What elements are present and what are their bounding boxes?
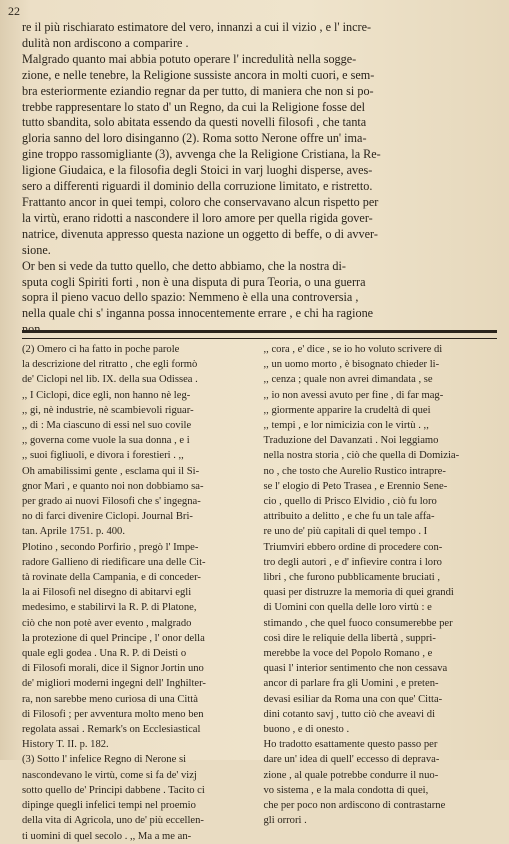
- footnote-line: ra, non sarebbe meno curiosa di una Città: [22, 693, 198, 705]
- footnote-line: gli orrori .: [263, 815, 307, 827]
- footnote-line: gnor Mari , e quanto noi non dobbiamo sa-: [22, 480, 204, 492]
- text-line: dulità non ardiscono a comparire .: [22, 35, 189, 50]
- footnote-line: che per poco non ardiscono di contrastarne: [263, 800, 446, 812]
- footnote-line: ,, giormente apparire la crudeltà di quei: [263, 404, 431, 416]
- text-line: zione, e nelle tenebre, la Religione sussiste ancora in molti cuori, e sem-: [22, 67, 375, 82]
- footnote-line: History T. II. p. 182.: [22, 739, 109, 751]
- footnote-line: ,, cora , e' dice , se io ho voluto scrivere di: [263, 344, 443, 355]
- text-line: sopra il pieno vacuo dello spazio: Nemmeno è ella una controversia ,: [22, 290, 359, 305]
- footnote-line: ,, io non avessi avuto per fine , di far mag-: [263, 389, 444, 401]
- footnote-line: dipinge quegli infelici tempi nel proemio: [22, 800, 196, 812]
- footnote-line: de' migliori moderni ingegni dell' Inghilter-: [22, 678, 206, 690]
- footnote-line: di Filosofi ; per avventura molto meno ben: [22, 708, 204, 720]
- footnote-line: stimando , che quel fuoco consumerebbe per: [263, 617, 453, 629]
- text-line: nella quale chi s' inganna possa innocentemente errare , e chi ha ragione: [22, 306, 374, 321]
- footnote-line: nascondevano le virtù, come si fa de' vizj: [22, 769, 197, 781]
- footnote-line: sotto quello de' Principi dabbene . Tacito ci: [22, 784, 205, 796]
- footnote-line: buono , e di onesto .: [263, 724, 350, 736]
- footnote-line: medesimo, e stabilirvi la R. P. di Platone,: [22, 602, 197, 614]
- footnote-line: attribuito a delitto , e che fu un tale affa-: [263, 511, 435, 523]
- footnotes-right-column: [263, 342, 498, 827]
- footnote-line: vo sistema , e la mala condotta di quei,: [263, 784, 429, 796]
- footnote-line: ,, gi, nè industrie, nè scambievoli riguar-: [22, 404, 194, 416]
- text-line: la virtù, erano ridotti a nascondere il loro amore per quella rigida gover-: [22, 210, 373, 225]
- footnote-line: de' Ciclopi nel lib. IX. della sua Odissea .: [22, 374, 198, 386]
- footnotes-left-column: [22, 342, 256, 842]
- footnote-line: quale egli godea . Una R. P. di Deisti o: [22, 648, 187, 660]
- text-line: natrice, divenuta appresso questa nazione un oggetto di beffe, o di avver-: [22, 226, 378, 241]
- page-number: 22: [8, 4, 20, 18]
- footnote-line: per grado ai nuovi Filosofi che s' ingegna-: [22, 496, 201, 508]
- footnote-line: ,, un uomo morto , è bisognato chieder li-: [263, 359, 440, 371]
- footnote-line: quasi per distruzre la memoria di quei grandi: [263, 587, 454, 599]
- footnote-line: tro degli autori , e d' infievire contra i loro: [263, 556, 442, 568]
- text-line: non: [22, 322, 41, 337]
- footnote-line: ciò che non potè aver evento , malgrado: [22, 617, 192, 629]
- footnote-line: tan. Aprile 1751. p. 400.: [22, 526, 125, 538]
- text-line: sputa cogli Spiriti forti , non è una disputa di pura Teoria, o una guerra: [22, 274, 366, 289]
- footnote-line: ti uomini di quel secolo . ,, Ma a me an-: [22, 830, 192, 842]
- footnote-line: ,, I Ciclopi, dice egli, non hanno nè leg-: [22, 389, 191, 401]
- footnote-line: no di farci divenire Ciclopi. Journal Bri-: [22, 511, 193, 523]
- footnote-line: merebbe la voce del Popolo Romano , e: [263, 648, 433, 660]
- footnote-line: così dire le reliquie della libertà , suppri-: [263, 632, 436, 644]
- footnote-line: (2) Omero ci ha fatto in poche parole: [22, 344, 180, 355]
- footnote-line: la descrizione del ritratto , che egli formò: [22, 359, 198, 371]
- footnote-line: dini cotanto savj , tutto ciò che aveavi di: [263, 708, 436, 720]
- footnotes: [22, 342, 497, 842]
- text-line: re il più rischiarato estimatore del vero, innanzi a cui il vizio , e l' incre-: [22, 20, 372, 34]
- footnote-line: devasi esiliar da Roma una con que' Citta-: [263, 693, 443, 705]
- footnote-line: re uno de' più capitali di quel tempo . I: [263, 526, 428, 538]
- text-line: Or ben si vede da tutto quello, che detto abbiamo, che la nostra di-: [22, 258, 346, 273]
- footnote-line: nella nostra storia , ciò che quella di Domizia-: [263, 450, 460, 462]
- footnote-line: di Uomini con quella delle loro virtù : e: [263, 602, 432, 614]
- text-line: bra esteriormente eziandio regnar da per tutto, di maniera che non si po-: [22, 83, 374, 98]
- footnote-line: Traduzione del Davanzati . Noi leggiamo: [263, 435, 439, 447]
- text-line: ligione Giudaica, e la filosofia degli Stoici in varj luoghi disperse, aves-: [22, 163, 373, 178]
- text-line: gine troppo rassomigliante (3), avvenga che la Religione Cristiana, la Re-: [22, 147, 381, 162]
- footnote-line: la protezione di quel Principe , l' onor della: [22, 632, 205, 644]
- footnote-line: ,, di : Ma ciascuno di essi nel suo covile: [22, 420, 192, 432]
- text-line: sione.: [22, 242, 51, 257]
- footnote-line: Ho tradotto esattamente questo passo per: [263, 739, 438, 751]
- footnote-line: ,, cenza ; quale non avrei dimandata , se: [263, 374, 433, 386]
- footnote-divider: [22, 330, 497, 339]
- text-line: Frattanto ancor in quei tempi, coloro che conservavano alcun rispetto per: [22, 194, 379, 209]
- text-line: gloria sanno del loro disinganno (2). Roma sotto Nerone offre un' ima-: [22, 131, 367, 146]
- text-line: Malgrado quanto mai abbia potuto operare l' incredulità nella sogge-: [22, 51, 357, 66]
- footnote-line: la ai Filosofi nel disegno di abitarvi egli: [22, 587, 192, 599]
- text-line: tutto sbandita, solo abitata essendo da questi novelli filosofi , che tanta: [22, 115, 367, 130]
- footnote-line: regolata assai . Remark's on Ecclesiastical: [22, 724, 201, 736]
- footnote-line: ,, suoi figliuoli, e divora i forestieri . ,,: [22, 450, 184, 462]
- footnote-line: ancor di parlare fra gli Uomini , e preten-: [263, 678, 439, 690]
- footnote-line: dare un' idea di quell' eccesso di deprava-: [263, 754, 440, 766]
- footnote-line: cio , quello di Prisco Elvidio , ciò fu loro: [263, 496, 437, 508]
- footnote-line: Triumviri ebbero ordine di procedere con-: [263, 541, 443, 553]
- footnote-line: zione , al quale potrebbe condurre il nuo-: [263, 769, 439, 781]
- footnote-line: no , che tosto che Aurelio Rustico intrapre-: [263, 465, 446, 477]
- footnote-line: (3) Sotto l' infelice Regno di Nerone si: [22, 754, 187, 766]
- footnote-line: tà rovinate della Campania, e di conceder-: [22, 572, 201, 584]
- footnote-line: Oh amabilissimi gente , esclama qui il Si-: [22, 465, 200, 477]
- footnote-line: se l' elogio di Peto Trasea , e Erennio Sene-: [263, 480, 448, 492]
- main-text: [22, 20, 499, 338]
- footnote-line: di Filosofi morali, dice il Signor Jortin uno: [22, 663, 204, 675]
- footnote-line: della vita di Agricola, uno de' più eccellen-: [22, 815, 204, 827]
- text-line: sero a differenti riguardi il dominio della corruzione limitato, e ristretto.: [22, 179, 373, 194]
- text-line: trebbe rappresentare lo stato d' un Regno, da cui la Religione fosse del: [22, 99, 365, 114]
- footnote-line: Plotino , secondo Porfirio , pregò l' Impe-: [22, 541, 199, 553]
- footnote-line: quasi l' interior sentimento che non cessava: [263, 663, 448, 675]
- footnote-line: radore Gallieno di riedificare una delle Cit-: [22, 556, 206, 568]
- footnote-line: libri , che furono pubblicamente bruciati ,: [263, 572, 441, 584]
- footnote-line: ,, governa come vuole la sua donna , e i: [22, 435, 190, 447]
- footnote-line: ,, tempi , e lor nimicizia con le virtù . ,,: [263, 420, 429, 432]
